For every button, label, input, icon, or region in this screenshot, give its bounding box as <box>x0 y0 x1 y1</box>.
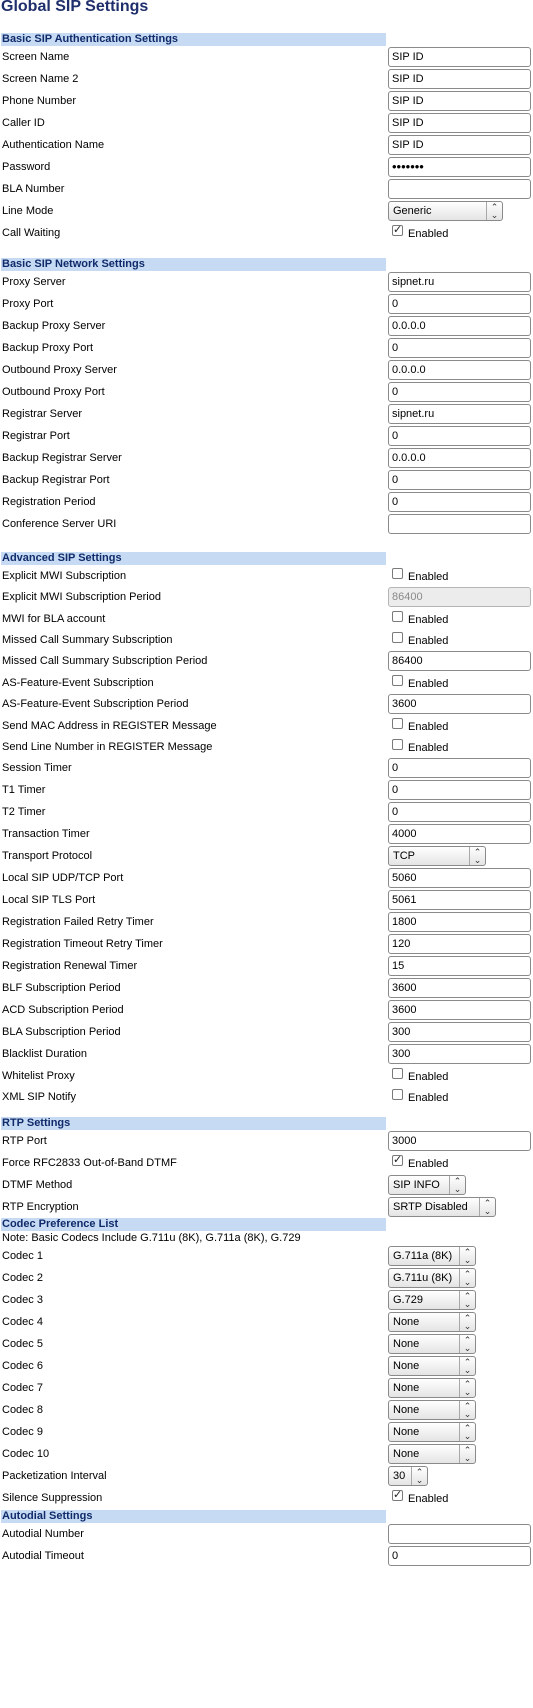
send-line-number-in-register-message-checkbox[interactable] <box>392 739 403 750</box>
codec-10-select[interactable] <box>388 1444 476 1464</box>
updown-chevron-icon <box>459 1379 475 1397</box>
explicit-mwi-subscription-period-label: Explicit MWI Subscription Period <box>2 591 161 603</box>
as-feature-event-subscription-checkbox[interactable] <box>392 675 403 686</box>
chevron-up-icon: ⌃ <box>463 1313 472 1323</box>
updown-chevron-icon <box>459 1423 475 1441</box>
chevron-up-icon: ⌃ <box>463 1269 472 1279</box>
section-header-basic-sip-authentication-settings: Basic SIP Authentication Settings <box>1 33 386 46</box>
transport-protocol-select[interactable] <box>388 846 486 866</box>
password-password-field[interactable]: ••••••• <box>388 157 531 177</box>
backup-registrar-server-input[interactable]: 0.0.0.0 <box>388 448 531 468</box>
chevron-down-icon: ⌄ <box>415 1475 424 1485</box>
autodial-number-input[interactable] <box>388 1524 531 1544</box>
acd-subscription-period-label: ACD Subscription Period <box>2 1004 124 1016</box>
updown-chevron-icon <box>486 202 502 220</box>
codec-5-select-value: None <box>393 1338 420 1350</box>
registrar-port-input[interactable]: 0 <box>388 426 531 446</box>
bla-subscription-period-label: BLA Subscription Period <box>2 1026 121 1038</box>
as-feature-event-subscription-period-label: AS-Feature-Event Subscription Period <box>2 698 189 710</box>
caller-id-label: Caller ID <box>2 117 45 129</box>
blf-subscription-period-input[interactable]: 3600 <box>388 978 531 998</box>
send-mac-address-in-register-message-label: Send MAC Address in REGISTER Message <box>2 720 217 732</box>
updown-chevron-icon <box>411 1467 427 1485</box>
as-feature-event-subscription-label: AS-Feature-Event Subscription <box>2 677 154 689</box>
codec-2-label: Codec 2 <box>2 1272 43 1284</box>
send-mac-address-in-register-message-checkbox-label: Enabled <box>408 721 449 733</box>
t1-timer-input[interactable]: 0 <box>388 780 531 800</box>
as-feature-event-subscription-checkbox-label: Enabled <box>408 678 449 690</box>
section-header-advanced-sip-settings: Advanced SIP Settings <box>1 552 386 565</box>
section-header-basic-sip-network-settings: Basic SIP Network Settings <box>1 258 386 271</box>
codec-9-label: Codec 9 <box>2 1426 43 1438</box>
codec-2-select[interactable] <box>388 1268 476 1288</box>
chevron-down-icon: ⌄ <box>463 1453 472 1463</box>
proxy-port-label: Proxy Port <box>2 298 54 310</box>
xml-sip-notify-label: XML SIP Notify <box>2 1091 76 1103</box>
autodial-timeout-label: Autodial Timeout <box>2 1550 84 1562</box>
chevron-down-icon: ⌄ <box>463 1277 472 1287</box>
silence-suppression-checkbox-label: Enabled <box>408 1493 449 1505</box>
registration-timeout-retry-timer-input[interactable]: 120 <box>388 934 531 954</box>
phone-number-label: Phone Number <box>2 95 76 107</box>
outbound-proxy-server-input[interactable]: 0.0.0.0 <box>388 360 531 380</box>
call-waiting-checkbox[interactable] <box>392 225 403 236</box>
codec-2-select-value: G.711u (8K) <box>393 1272 453 1284</box>
registration-timeout-retry-timer-label: Registration Timeout Retry Timer <box>2 938 163 950</box>
t2-timer-label: T2 Timer <box>2 806 46 818</box>
chevron-up-icon: ⌃ <box>463 1423 472 1433</box>
force-rfc2833-out-of-band-dtmf-label: Force RFC2833 Out-of-Band DTMF <box>2 1157 177 1169</box>
as-feature-event-subscription-period-input[interactable]: 3600 <box>388 694 531 714</box>
missed-call-summary-subscription-period-label: Missed Call Summary Subscription Period <box>2 655 208 667</box>
phone-number-input[interactable]: SIP ID <box>388 91 531 111</box>
registrar-port-label: Registrar Port <box>2 430 70 442</box>
chevron-up-icon: ⌃ <box>463 1335 472 1345</box>
section-header-rtp-settings: RTP Settings <box>1 1117 386 1130</box>
codec-4-select[interactable] <box>388 1312 476 1332</box>
chevron-up-icon: ⌃ <box>483 1198 492 1208</box>
registration-failed-retry-timer-label: Registration Failed Retry Timer <box>2 916 154 928</box>
backup-registrar-server-label: Backup Registrar Server <box>2 452 122 464</box>
explicit-mwi-subscription-period-input: 86400 <box>388 587 531 607</box>
chevron-up-icon: ⌃ <box>453 1176 462 1186</box>
chevron-down-icon: ⌄ <box>463 1365 472 1375</box>
codec-5-label: Codec 5 <box>2 1338 43 1350</box>
dtmf-method-label: DTMF Method <box>2 1179 73 1191</box>
mwi-for-bla-account-checkbox[interactable] <box>392 611 403 622</box>
session-timer-label: Session Timer <box>2 762 72 774</box>
silence-suppression-checkbox[interactable] <box>392 1490 403 1501</box>
registration-period-label: Registration Period <box>2 496 96 508</box>
codec-9-select-value: None <box>393 1426 420 1438</box>
local-sip-udp-tcp-port-label: Local SIP UDP/TCP Port <box>2 872 124 884</box>
check-icon: ✓ <box>393 1154 403 1166</box>
caller-id-input[interactable]: SIP ID <box>388 113 531 133</box>
blacklist-duration-label: Blacklist Duration <box>2 1048 87 1060</box>
updown-chevron-icon <box>459 1247 475 1265</box>
send-line-number-in-register-message-checkbox-label: Enabled <box>408 742 449 754</box>
backup-registrar-port-label: Backup Registrar Port <box>2 474 110 486</box>
chevron-down-icon: ⌄ <box>463 1409 472 1419</box>
t2-timer-input[interactable]: 0 <box>388 802 531 822</box>
codec-8-select-value: None <box>393 1404 420 1416</box>
session-timer-input[interactable]: 0 <box>388 758 531 778</box>
authentication-name-label: Authentication Name <box>2 139 105 151</box>
updown-chevron-icon <box>459 1291 475 1309</box>
mwi-for-bla-account-label: MWI for BLA account <box>2 613 106 625</box>
updown-chevron-icon <box>459 1335 475 1353</box>
chevron-up-icon: ⌃ <box>463 1291 472 1301</box>
chevron-down-icon: ⌄ <box>463 1343 472 1353</box>
bla-number-label: BLA Number <box>2 183 65 195</box>
line-mode-label: Line Mode <box>2 205 54 217</box>
screen-name-2-label: Screen Name 2 <box>2 73 79 85</box>
packetization-interval-label: Packetization Interval <box>2 1470 107 1482</box>
local-sip-udp-tcp-port-input[interactable]: 5060 <box>388 868 531 888</box>
transport-protocol-label: Transport Protocol <box>2 850 93 862</box>
rtp-port-input[interactable]: 3000 <box>388 1131 531 1151</box>
missed-call-summary-subscription-checkbox-label: Enabled <box>408 635 449 647</box>
codec-7-label: Codec 7 <box>2 1382 43 1394</box>
chevron-down-icon: ⌄ <box>463 1299 472 1309</box>
proxy-server-label: Proxy Server <box>2 276 66 288</box>
backup-proxy-port-label: Backup Proxy Port <box>2 342 94 354</box>
registration-failed-retry-timer-input[interactable]: 1800 <box>388 912 531 932</box>
explicit-mwi-subscription-label: Explicit MWI Subscription <box>2 570 127 582</box>
updown-chevron-icon <box>459 1269 475 1287</box>
chevron-down-icon: ⌄ <box>463 1321 472 1331</box>
section-header-autodial-settings: Autodial Settings <box>1 1510 386 1523</box>
codec-6-label: Codec 6 <box>2 1360 43 1372</box>
dtmf-method-select-value: SIP INFO <box>393 1179 440 1191</box>
dtmf-method-select[interactable] <box>388 1175 466 1195</box>
chevron-up-icon: ⌃ <box>490 202 499 212</box>
xml-sip-notify-checkbox-label: Enabled <box>408 1092 449 1104</box>
updown-chevron-icon <box>469 847 485 865</box>
chevron-down-icon: ⌄ <box>473 855 482 865</box>
chevron-down-icon: ⌄ <box>483 1206 492 1216</box>
codec-8-label: Codec 8 <box>2 1404 43 1416</box>
authentication-name-input[interactable]: SIP ID <box>388 135 531 155</box>
codec-1-select[interactable] <box>388 1246 476 1266</box>
call-waiting-label: Call Waiting <box>2 227 61 239</box>
updown-chevron-icon <box>459 1445 475 1463</box>
registration-renewal-timer-input[interactable]: 15 <box>388 956 531 976</box>
codec-7-select-value: None <box>393 1382 420 1394</box>
t1-timer-label: T1 Timer <box>2 784 46 796</box>
chevron-up-icon: ⌃ <box>463 1445 472 1455</box>
conference-server-uri-label: Conference Server URI <box>2 518 117 530</box>
codec-3-label: Codec 3 <box>2 1294 43 1306</box>
chevron-up-icon: ⌃ <box>463 1401 472 1411</box>
missed-call-summary-subscription-label: Missed Call Summary Subscription <box>2 634 173 646</box>
acd-subscription-period-input[interactable]: 3600 <box>388 1000 531 1020</box>
blacklist-duration-input[interactable]: 300 <box>388 1044 531 1064</box>
chevron-down-icon: ⌄ <box>463 1431 472 1441</box>
codec-6-select-value: None <box>393 1360 420 1372</box>
explicit-mwi-subscription-checkbox-label: Enabled <box>408 571 449 583</box>
codec-note: Note: Basic Codecs Include G.711u (8K), G.711a (8K), G.729 <box>2 1232 301 1244</box>
codec-4-label: Codec 4 <box>2 1316 43 1328</box>
codec-4-select-value: None <box>393 1316 420 1328</box>
outbound-proxy-port-label: Outbound Proxy Port <box>2 386 105 398</box>
local-sip-tls-port-label: Local SIP TLS Port <box>2 894 96 906</box>
proxy-port-input[interactable]: 0 <box>388 294 531 314</box>
codec-5-select[interactable] <box>388 1334 476 1354</box>
chevron-down-icon: ⌄ <box>463 1255 472 1265</box>
force-rfc2833-out-of-band-dtmf-checkbox-label: Enabled <box>408 1158 449 1170</box>
codec-7-select[interactable] <box>388 1378 476 1398</box>
updown-chevron-icon <box>459 1401 475 1419</box>
chevron-up-icon: ⌃ <box>463 1247 472 1257</box>
packetization-interval-select[interactable] <box>388 1466 428 1486</box>
chevron-up-icon: ⌃ <box>463 1357 472 1367</box>
codec-1-label: Codec 1 <box>2 1250 43 1262</box>
mwi-for-bla-account-checkbox-label: Enabled <box>408 614 449 626</box>
rtp-port-label: RTP Port <box>2 1135 47 1147</box>
updown-chevron-icon <box>449 1176 465 1194</box>
backup-registrar-port-input[interactable]: 0 <box>388 470 531 490</box>
page-title: Global SIP Settings <box>1 0 149 15</box>
codec-6-select[interactable] <box>388 1356 476 1376</box>
chevron-down-icon: ⌄ <box>490 210 499 220</box>
transaction-timer-input[interactable]: 4000 <box>388 824 531 844</box>
screen-name-label: Screen Name <box>2 51 70 63</box>
blf-subscription-period-label: BLF Subscription Period <box>2 982 121 994</box>
chevron-up-icon: ⌃ <box>415 1467 424 1477</box>
codec-10-select-value: None <box>393 1448 420 1460</box>
rtp-encryption-select[interactable] <box>388 1197 496 1217</box>
local-sip-tls-port-input[interactable]: 5061 <box>388 890 531 910</box>
chevron-down-icon: ⌄ <box>463 1387 472 1397</box>
registration-period-input[interactable]: 0 <box>388 492 531 512</box>
outbound-proxy-port-input[interactable]: 0 <box>388 382 531 402</box>
updown-chevron-icon <box>479 1198 495 1216</box>
missed-call-summary-subscription-checkbox[interactable] <box>392 632 403 643</box>
proxy-server-input[interactable]: sipnet.ru <box>388 272 531 292</box>
bla-number-input[interactable] <box>388 179 531 199</box>
bla-subscription-period-input[interactable]: 300 <box>388 1022 531 1042</box>
updown-chevron-icon <box>459 1357 475 1375</box>
conference-server-uri-input[interactable] <box>388 514 531 534</box>
whitelist-proxy-checkbox-label: Enabled <box>408 1071 449 1083</box>
transaction-timer-label: Transaction Timer <box>2 828 90 840</box>
send-line-number-in-register-message-label: Send Line Number in REGISTER Message <box>2 741 213 753</box>
explicit-mwi-subscription-checkbox[interactable] <box>392 568 403 579</box>
transport-protocol-select-value: TCP <box>393 850 415 862</box>
line-mode-select-value: Generic <box>393 205 432 217</box>
backup-proxy-port-input[interactable]: 0 <box>388 338 531 358</box>
codec-9-select[interactable] <box>388 1422 476 1442</box>
screen-name-input[interactable]: SIP ID <box>388 47 531 67</box>
password-label: Password <box>2 161 51 173</box>
codec-8-select[interactable] <box>388 1400 476 1420</box>
chevron-up-icon: ⌃ <box>473 847 482 857</box>
outbound-proxy-server-label: Outbound Proxy Server <box>2 364 117 376</box>
check-icon: ✓ <box>393 224 403 236</box>
registrar-server-label: Registrar Server <box>2 408 83 420</box>
chevron-down-icon: ⌄ <box>453 1184 462 1194</box>
updown-chevron-icon <box>459 1313 475 1331</box>
rtp-encryption-select-value: SRTP Disabled <box>393 1201 468 1213</box>
send-mac-address-in-register-message-checkbox[interactable] <box>392 718 403 729</box>
packetization-interval-select-value: 30 <box>393 1470 406 1482</box>
codec-1-select-value: G.711a (8K) <box>393 1250 453 1262</box>
registration-renewal-timer-label: Registration Renewal Timer <box>2 960 138 972</box>
chevron-up-icon: ⌃ <box>463 1379 472 1389</box>
line-mode-select[interactable] <box>388 201 503 221</box>
backup-proxy-server-input[interactable]: 0.0.0.0 <box>388 316 531 336</box>
section-header-codec-preference-list: Codec Preference List <box>1 1218 386 1231</box>
codec-3-select[interactable] <box>388 1290 476 1310</box>
screen-name-2-input[interactable]: SIP ID <box>388 69 531 89</box>
registrar-server-input[interactable]: sipnet.ru <box>388 404 531 424</box>
whitelist-proxy-label: Whitelist Proxy <box>2 1070 75 1082</box>
call-waiting-checkbox-label: Enabled <box>408 228 449 240</box>
force-rfc2833-out-of-band-dtmf-checkbox[interactable] <box>392 1155 403 1166</box>
codec-10-label: Codec 10 <box>2 1448 50 1460</box>
whitelist-proxy-checkbox[interactable] <box>392 1068 403 1079</box>
silence-suppression-label: Silence Suppression <box>2 1492 103 1504</box>
codec-3-select-value: G.729 <box>393 1294 423 1306</box>
xml-sip-notify-checkbox[interactable] <box>392 1089 403 1100</box>
rtp-encryption-label: RTP Encryption <box>2 1201 79 1213</box>
autodial-number-label: Autodial Number <box>2 1528 84 1540</box>
missed-call-summary-subscription-period-input[interactable]: 86400 <box>388 651 531 671</box>
check-icon: ✓ <box>393 1489 403 1501</box>
backup-proxy-server-label: Backup Proxy Server <box>2 320 106 332</box>
autodial-timeout-input[interactable]: 0 <box>388 1546 531 1566</box>
